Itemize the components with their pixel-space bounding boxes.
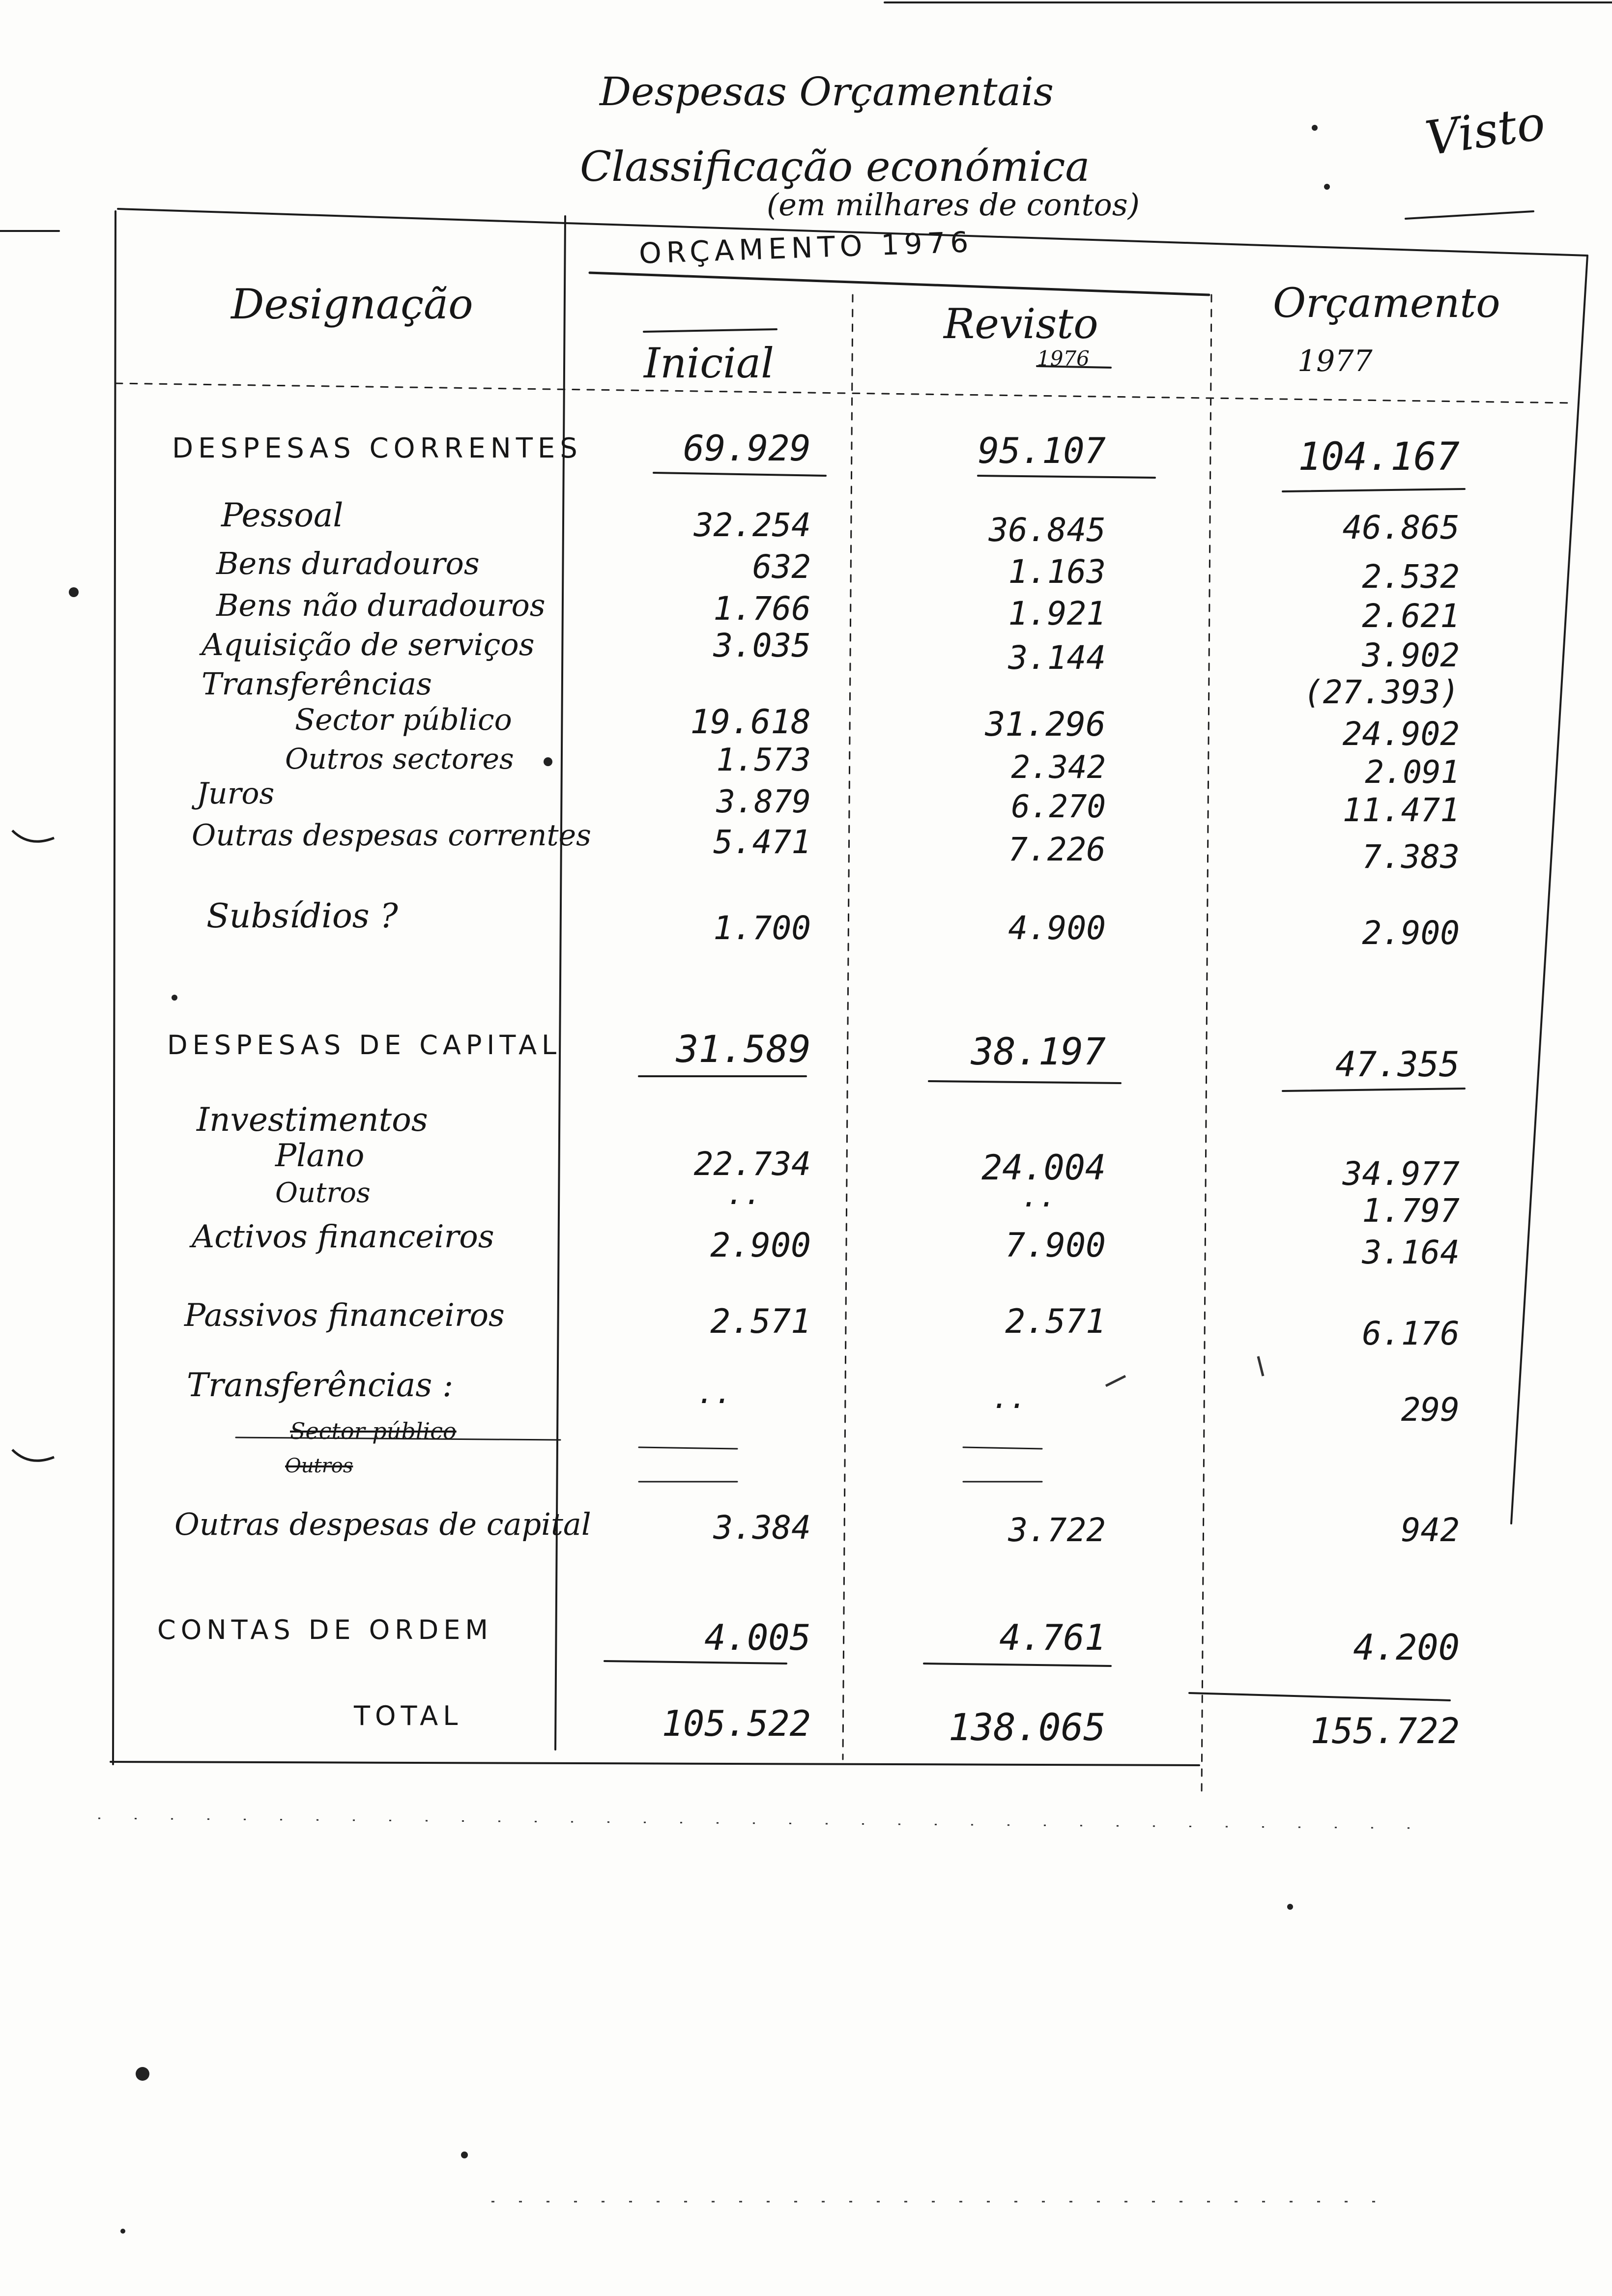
row-value-budget: 2.621 xyxy=(1362,597,1460,635)
row-value-initial: 1.573 xyxy=(716,742,811,778)
row-value-budget: 3.164 xyxy=(1362,1234,1460,1271)
row-value-budget: 3.902 xyxy=(1362,636,1460,674)
subsidies-budget: 2.900 xyxy=(1362,914,1460,952)
row-value-revised: 36.845 xyxy=(988,511,1106,549)
capital-expenses-initial: 31.589 xyxy=(676,1027,811,1071)
row-label: Outros xyxy=(275,1177,371,1209)
total-initial: 105.522 xyxy=(662,1703,811,1744)
row-value-budget: 6.176 xyxy=(1362,1315,1460,1352)
row-value-initial: .. xyxy=(726,1177,762,1211)
row-value-initial: 2.900 xyxy=(710,1226,811,1265)
capital-expenses-revised: 38.197 xyxy=(971,1030,1106,1073)
investments-label: Investimentos xyxy=(197,1101,428,1139)
row-label: Juros xyxy=(197,776,275,811)
row-label: Bens duradouros xyxy=(216,545,480,581)
row-value-budget: 24.902 xyxy=(1342,715,1460,753)
subsidies-revised: 4.900 xyxy=(1008,909,1106,947)
units-note: (em milhares de contos) xyxy=(767,187,1140,223)
row-value-revised: 7.226 xyxy=(1008,831,1106,868)
row-value-initial: 1.766 xyxy=(713,590,811,628)
row-label: Aquisição de serviços xyxy=(202,627,535,662)
row-value-budget: (27.393) xyxy=(1303,673,1460,711)
struck-label-others: Outros xyxy=(285,1455,353,1477)
row-value-budget: 7.383 xyxy=(1362,838,1460,876)
row-value-revised: .. xyxy=(1021,1179,1057,1214)
total-revised: 138.065 xyxy=(948,1705,1106,1749)
capital-expenses-label: DESPESAS DE CAPITAL xyxy=(167,1030,562,1061)
row-value-revised: 7.900 xyxy=(1005,1226,1106,1265)
row-label: Activos financeiros xyxy=(192,1219,494,1255)
column-header-initial: Inicial xyxy=(644,339,775,387)
row-value-revised: 1.921 xyxy=(1008,595,1106,632)
row-value-initial: 2.571 xyxy=(710,1302,811,1341)
column-header-budget-year: 1977 xyxy=(1297,344,1373,378)
row-value-budget: 34.977 xyxy=(1342,1155,1460,1193)
column-header-revised-struck: 1976 xyxy=(1037,346,1090,371)
row-label: Outras despesas de capital xyxy=(174,1506,591,1542)
row-label: Plano xyxy=(275,1138,365,1174)
subsidies-initial: 1.700 xyxy=(713,909,811,947)
row-value-budget: 299 xyxy=(1401,1391,1460,1429)
title-line-2: Classificação económica xyxy=(580,143,1090,191)
row-value-revised: 3.722 xyxy=(1008,1511,1106,1549)
order-accounts-budget: 4.200 xyxy=(1353,1627,1460,1668)
row-value-budget: 2.091 xyxy=(1365,754,1460,791)
total-budget: 155.722 xyxy=(1310,1710,1460,1751)
row-label: Sector público xyxy=(295,703,512,737)
row-value-initial: 3.879 xyxy=(716,784,811,820)
order-accounts-revised: 4.761 xyxy=(999,1617,1106,1658)
row-value-initial: 32.254 xyxy=(693,506,811,544)
row-label: Bens não duradouros xyxy=(216,587,546,623)
row-value-budget: 46.865 xyxy=(1342,509,1460,546)
struck-label-public-sector: Sector público xyxy=(290,1418,457,1444)
total-label: TOTAL xyxy=(354,1700,463,1731)
capital-expenses-budget: 47.355 xyxy=(1335,1044,1460,1085)
row-label: Transferências xyxy=(202,666,432,702)
row-value-initial: 3.384 xyxy=(713,1509,811,1547)
row-value-budget: 942 xyxy=(1401,1511,1460,1549)
row-label: Transferências : xyxy=(187,1366,454,1404)
row-value-initial: 3.035 xyxy=(713,627,811,664)
column-header-description: Designação xyxy=(231,280,473,328)
current-expenses-budget: 104.167 xyxy=(1298,435,1460,479)
row-value-revised: .. xyxy=(991,1381,1027,1415)
subsidies-label: Subsídios ? xyxy=(206,897,398,936)
row-label: Passivos financeiros xyxy=(184,1297,505,1334)
row-label: Outros sectores xyxy=(285,742,514,775)
row-value-budget: 11.471 xyxy=(1342,791,1460,829)
column-header-revised: Revisto xyxy=(944,300,1098,348)
current-expenses-initial: 69.929 xyxy=(683,428,811,469)
row-value-revised: 6.270 xyxy=(1011,789,1106,825)
row-value-budget: 1.797 xyxy=(1362,1192,1460,1230)
order-accounts-initial: 4.005 xyxy=(704,1617,811,1658)
column-header-group: ORÇAMENTO 1976 xyxy=(638,225,974,270)
row-value-initial: 22.734 xyxy=(693,1145,811,1183)
row-value-initial: 632 xyxy=(752,548,811,586)
title-line-1: Despesas Orçamentais xyxy=(600,69,1054,115)
column-header-budget: Orçamento xyxy=(1273,280,1500,327)
current-expenses-label: DESPESAS CORRENTES xyxy=(172,432,582,464)
row-value-budget: 2.532 xyxy=(1362,558,1460,596)
row-value-initial: .. xyxy=(696,1376,732,1410)
row-label: Outras despesas correntes xyxy=(192,818,591,853)
current-expenses-revised: 95.107 xyxy=(978,430,1106,471)
visto-stamp: Visto xyxy=(1422,95,1549,167)
row-value-revised: 24.004 xyxy=(981,1148,1106,1188)
row-value-initial: 5.471 xyxy=(713,823,811,861)
row-value-revised: 3.144 xyxy=(1008,639,1106,677)
row-value-revised: 2.342 xyxy=(1011,749,1106,786)
row-label: Pessoal xyxy=(221,496,344,534)
row-value-revised: 2.571 xyxy=(1005,1302,1106,1341)
order-accounts-label: CONTAS DE ORDEM xyxy=(157,1614,493,1645)
row-value-initial: 19.618 xyxy=(690,703,811,742)
row-value-revised: 31.296 xyxy=(985,705,1106,744)
row-value-revised: 1.163 xyxy=(1008,553,1106,591)
